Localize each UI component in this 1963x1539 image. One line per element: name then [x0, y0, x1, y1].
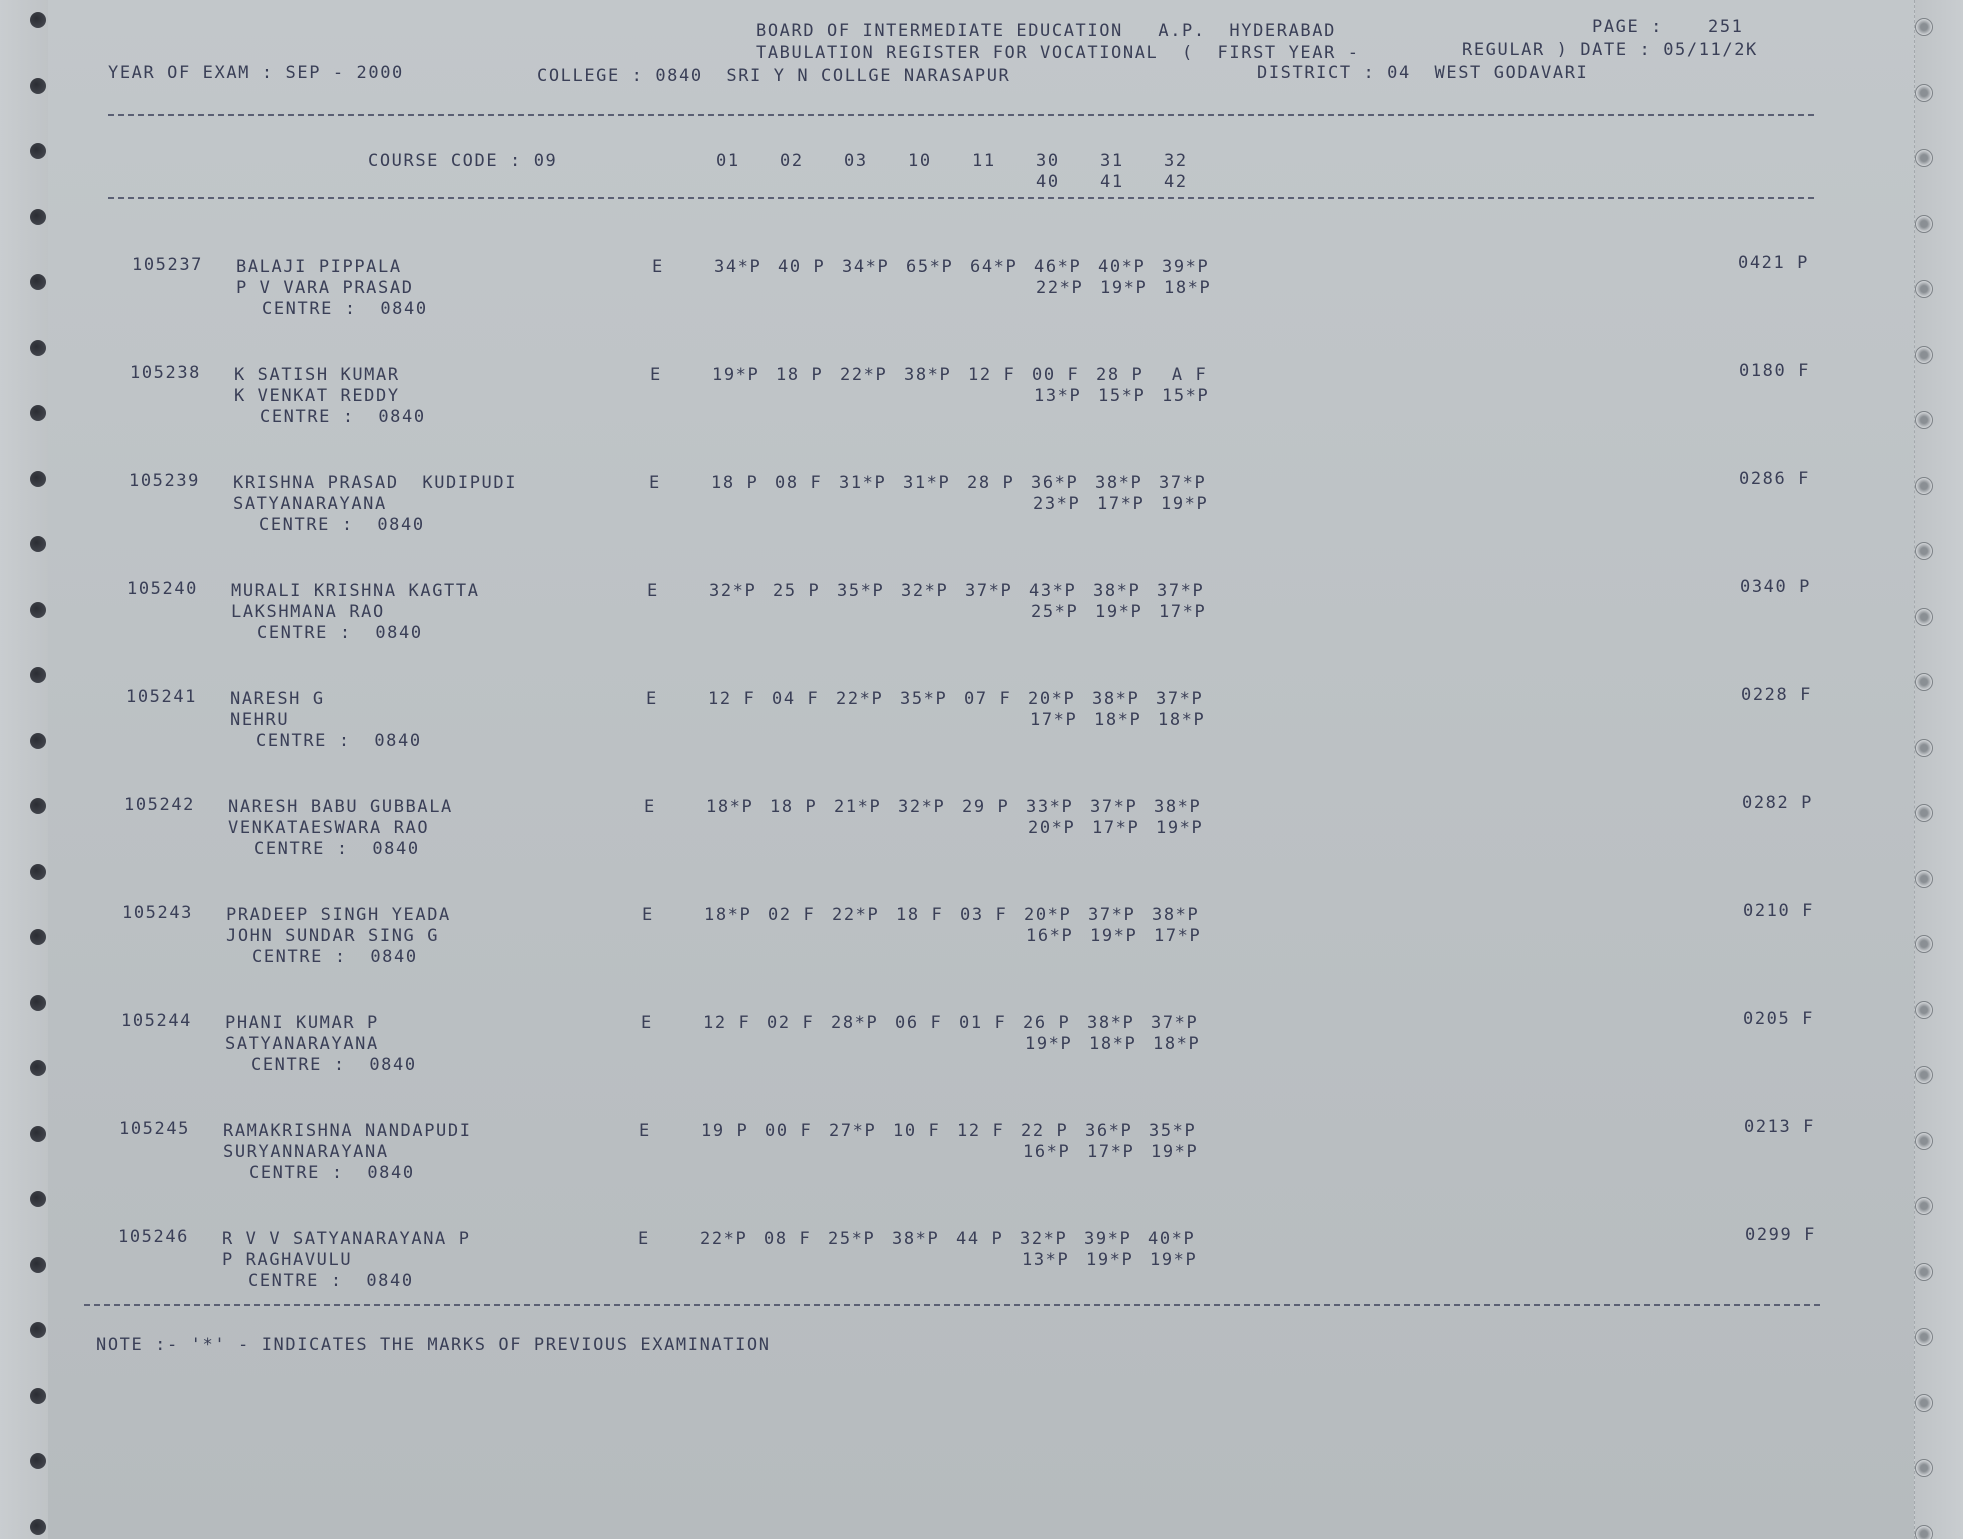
mark-cell: 37*P: [1090, 797, 1138, 817]
mark-cell: 37*P: [1088, 905, 1136, 925]
mark-cell: 12 F: [703, 1013, 751, 1033]
mark-cell: 19*P: [1095, 602, 1143, 622]
column-code: 30: [1036, 151, 1060, 171]
tractor-hole: [30, 1388, 46, 1404]
mark-cell: 38*P: [1093, 581, 1141, 601]
marks-row-1: [701, 1121, 1213, 1141]
mark-cell: 22*P: [840, 365, 888, 385]
mark-cell: 21*P: [834, 797, 882, 817]
father-name: P RAGHAVULU: [222, 1250, 353, 1270]
tractor-hole: [1915, 739, 1933, 757]
tractor-hole: [1915, 1197, 1933, 1215]
medium-code: E: [642, 905, 654, 925]
column-code: 02: [780, 151, 804, 171]
year-of-exam: YEAR OF EXAM : SEP - 2000: [108, 63, 404, 83]
mark-cell: 19*P: [712, 365, 760, 385]
mark-cell: 35*P: [837, 581, 885, 601]
marks-row-2: [1028, 818, 1220, 838]
column-code: 42: [1164, 172, 1188, 192]
tractor-hole: [30, 995, 46, 1011]
tractor-hole: [30, 733, 46, 749]
marks-row-1: [703, 1013, 1215, 1033]
marks-row-2: [1031, 602, 1223, 622]
mark-cell: 25*P: [1031, 602, 1079, 622]
marks-row-2: [1034, 386, 1226, 406]
mark-cell: 44 P: [956, 1229, 1004, 1249]
page-number: 251: [1708, 17, 1744, 37]
mark-cell: 19*P: [1025, 1034, 1073, 1054]
mark-cell: 18 P: [776, 365, 824, 385]
marks-row-1: [700, 1229, 1212, 1249]
column-codes-row2: [1036, 172, 1228, 192]
centre-label: CENTRE : 0840: [248, 1271, 414, 1291]
student-name: MURALI KRISHNA KAGTTA: [231, 581, 480, 601]
tractor-hole: [1915, 935, 1933, 953]
column-code: 03: [844, 151, 868, 171]
mark-cell: 39*P: [1084, 1229, 1132, 1249]
column-code: 31: [1100, 151, 1124, 171]
tractor-hole: [1915, 18, 1933, 36]
column-code: 01: [716, 151, 740, 171]
total-result: 0205 F: [1743, 1009, 1815, 1029]
mark-cell: 18*P: [1164, 278, 1212, 298]
mark-cell: 64*P: [970, 257, 1018, 277]
tractor-hole: [30, 209, 46, 225]
student-name: PRADEEP SINGH YEADA: [226, 905, 451, 925]
mark-cell: 19*P: [1090, 926, 1138, 946]
tractor-hole: [30, 78, 46, 94]
mark-cell: 40*P: [1148, 1229, 1196, 1249]
student-name: RAMAKRISHNA NANDAPUDI: [223, 1121, 472, 1141]
mark-cell: 31*P: [839, 473, 887, 493]
marks-row-1: [709, 581, 1221, 601]
mark-cell: 13*P: [1022, 1250, 1070, 1270]
register-title: TABULATION REGISTER FOR VOCATIONAL ( FIRST YEAR -: [756, 43, 1360, 63]
father-name: JOHN SUNDAR SING G: [226, 926, 440, 946]
mark-cell: 16*P: [1026, 926, 1074, 946]
centre-label: CENTRE : 0840: [254, 839, 420, 859]
tractor-hole: [30, 1257, 46, 1273]
total-result: 0286 F: [1739, 469, 1811, 489]
mark-cell: 28 P: [1096, 365, 1144, 385]
exam-type-date: REGULAR ) DATE : 05/11/2K: [1462, 40, 1758, 60]
father-name: NEHRU: [230, 710, 290, 730]
father-name: P V VARA PRASAD: [236, 278, 414, 298]
student-name: NARESH BABU GUBBALA: [228, 797, 453, 817]
column-divider: [108, 197, 1814, 199]
mark-cell: 17*P: [1087, 1142, 1135, 1162]
mark-cell: 35*P: [1149, 1121, 1197, 1141]
mark-cell: 18*P: [706, 797, 754, 817]
mark-cell: 27*P: [829, 1121, 877, 1141]
mark-cell: 19*P: [1100, 278, 1148, 298]
tractor-hole: [1915, 1394, 1933, 1412]
mark-cell: 06 F: [895, 1013, 943, 1033]
mark-cell: 15*P: [1098, 386, 1146, 406]
marks-row-1: [706, 797, 1218, 817]
mark-cell: 28*P: [831, 1013, 879, 1033]
mark-cell: 17*P: [1154, 926, 1202, 946]
marks-row-1: [712, 365, 1224, 385]
mark-cell: 29 P: [962, 797, 1010, 817]
tractor-hole: [1915, 804, 1933, 822]
mark-cell: 26 P: [1023, 1013, 1071, 1033]
mark-cell: 17*P: [1030, 710, 1078, 730]
roll-number: 105245: [119, 1119, 191, 1139]
mark-cell: 22*P: [832, 905, 880, 925]
centre-label: CENTRE : 0840: [252, 947, 418, 967]
mark-cell: 12 F: [957, 1121, 1005, 1141]
tractor-hole: [1915, 673, 1933, 691]
column-code: 10: [908, 151, 932, 171]
father-name: SATYANARAYANA: [233, 494, 387, 514]
marks-row-1: [711, 473, 1223, 493]
centre-label: CENTRE : 0840: [251, 1055, 417, 1075]
mark-cell: 32*P: [901, 581, 949, 601]
column-code: 11: [972, 151, 996, 171]
mark-cell: 28 P: [967, 473, 1015, 493]
mark-cell: 12 F: [968, 365, 1016, 385]
tractor-hole: [30, 1322, 46, 1338]
mark-cell: 18*P: [1094, 710, 1142, 730]
total-result: 0299 F: [1745, 1225, 1817, 1245]
roll-number: 105237: [132, 255, 204, 275]
roll-number: 105242: [124, 795, 196, 815]
total-result: 0340 P: [1740, 577, 1812, 597]
mark-cell: 38*P: [1152, 905, 1200, 925]
mark-cell: 37*P: [1159, 473, 1207, 493]
mark-cell: 35*P: [900, 689, 948, 709]
mark-cell: 00 F: [765, 1121, 813, 1141]
mark-cell: 20*P: [1024, 905, 1072, 925]
centre-label: CENTRE : 0840: [262, 299, 428, 319]
mark-cell: 39*P: [1162, 257, 1210, 277]
mark-cell: 37*P: [965, 581, 1013, 601]
mark-cell: 32*P: [898, 797, 946, 817]
mark-cell: 17*P: [1159, 602, 1207, 622]
tractor-hole: [30, 12, 46, 28]
tractor-hole: [1915, 280, 1933, 298]
header-divider: [108, 114, 1814, 116]
roll-number: 105246: [118, 1227, 190, 1247]
mark-cell: 46*P: [1034, 257, 1082, 277]
mark-cell: 65*P: [906, 257, 954, 277]
marks-row-2: [1026, 926, 1218, 946]
medium-code: E: [649, 473, 661, 493]
tractor-hole: [30, 1519, 46, 1535]
tractor-hole: [30, 864, 46, 880]
mark-cell: 19*P: [1150, 1250, 1198, 1270]
mark-cell: 36*P: [1085, 1121, 1133, 1141]
father-name: K VENKAT REDDY: [234, 386, 400, 406]
mark-cell: 43*P: [1029, 581, 1077, 601]
mark-cell: 19 P: [701, 1121, 749, 1141]
mark-cell: 37*P: [1151, 1013, 1199, 1033]
tractor-hole: [30, 405, 46, 421]
father-name: LAKSHMANA RAO: [231, 602, 385, 622]
district-info: DISTRICT : 04 WEST GODAVARI: [1257, 63, 1589, 83]
tractor-hole: [1915, 1263, 1933, 1281]
roll-number: 105244: [121, 1011, 193, 1031]
marks-row-1: [704, 905, 1216, 925]
tractor-hole: [1915, 608, 1933, 626]
tractor-hole: [30, 798, 46, 814]
roll-number: 105243: [122, 903, 194, 923]
student-name: PHANI KUMAR P: [225, 1013, 379, 1033]
tractor-hole: [1915, 1328, 1933, 1346]
mark-cell: 18*P: [1158, 710, 1206, 730]
page-label: PAGE :: [1592, 17, 1664, 37]
mark-cell: 08 F: [764, 1229, 812, 1249]
medium-code: E: [644, 797, 656, 817]
student-name: NARESH G: [230, 689, 325, 709]
roll-number: 105241: [126, 687, 198, 707]
tractor-hole: [1915, 1066, 1933, 1084]
roll-number: 105239: [129, 471, 201, 491]
marks-row-2: [1033, 494, 1225, 514]
student-name: R V V SATYANARAYANA P: [222, 1229, 471, 1249]
tractor-hole: [1915, 1001, 1933, 1019]
mark-cell: 38*P: [1154, 797, 1202, 817]
mark-cell: 04 F: [772, 689, 820, 709]
tractor-hole: [1915, 84, 1933, 102]
mark-cell: 18 P: [711, 473, 759, 493]
medium-code: E: [647, 581, 659, 601]
total-result: 0228 F: [1741, 685, 1813, 705]
mark-cell: 22*P: [1036, 278, 1084, 298]
mark-cell: 37*P: [1156, 689, 1204, 709]
mark-cell: 18*P: [1089, 1034, 1137, 1054]
father-name: SATYANARAYANA: [225, 1034, 379, 1054]
board-title: BOARD OF INTERMEDIATE EDUCATION A.P. HYDERABAD: [756, 21, 1336, 41]
column-codes-row1: [716, 151, 1228, 171]
mark-cell: 20*P: [1028, 689, 1076, 709]
total-result: 0180 F: [1739, 361, 1811, 381]
mark-cell: 34*P: [714, 257, 762, 277]
mark-cell: 19*P: [1086, 1250, 1134, 1270]
mark-cell: 36*P: [1031, 473, 1079, 493]
mark-cell: 22 P: [1021, 1121, 1069, 1141]
tractor-hole: [30, 929, 46, 945]
mark-cell: 19*P: [1161, 494, 1209, 514]
father-name: SURYANNARAYANA: [223, 1142, 389, 1162]
mark-cell: 17*P: [1092, 818, 1140, 838]
mark-cell: 08 F: [775, 473, 823, 493]
mark-cell: 37*P: [1157, 581, 1205, 601]
tractor-hole: [30, 602, 46, 618]
mark-cell: 32*P: [709, 581, 757, 601]
mark-cell: 38*P: [892, 1229, 940, 1249]
tractor-hole: [1915, 870, 1933, 888]
mark-cell: 19*P: [1151, 1142, 1199, 1162]
marks-row-2: [1022, 1250, 1214, 1270]
mark-cell: 22*P: [836, 689, 884, 709]
footer-divider: [84, 1304, 1820, 1306]
tractor-hole: [30, 667, 46, 683]
marks-row-2: [1036, 278, 1228, 298]
mark-cell: 23*P: [1033, 494, 1081, 514]
medium-code: E: [639, 1121, 651, 1141]
mark-cell: 18*P: [1153, 1034, 1201, 1054]
tractor-hole: [30, 1126, 46, 1142]
roll-number: 105238: [130, 363, 202, 383]
tractor-hole: [1915, 477, 1933, 495]
total-result: 0213 F: [1744, 1117, 1816, 1137]
tractor-hole: [30, 143, 46, 159]
centre-label: CENTRE : 0840: [249, 1163, 415, 1183]
student-name: KRISHNA PRASAD KUDIPUDI: [233, 473, 518, 493]
tractor-hole: [30, 1453, 46, 1469]
marks-row-2: [1023, 1142, 1215, 1162]
centre-label: CENTRE : 0840: [257, 623, 423, 643]
mark-cell: 01 F: [959, 1013, 1007, 1033]
college-info: COLLEGE : 0840 SRI Y N COLLGE NARASAPUR: [537, 66, 1011, 86]
tractor-hole: [30, 1191, 46, 1207]
tractor-hole: [30, 1060, 46, 1076]
roll-number: 105240: [127, 579, 199, 599]
mark-cell: 13*P: [1034, 386, 1082, 406]
mark-cell: 17*P: [1097, 494, 1145, 514]
tractor-hole: [1915, 542, 1933, 560]
mark-cell: 38*P: [904, 365, 952, 385]
mark-cell: 40 P: [778, 257, 826, 277]
tractor-hole: [30, 536, 46, 552]
mark-cell: 16*P: [1023, 1142, 1071, 1162]
course-code: COURSE CODE : 09: [368, 151, 558, 171]
total-result: 0282 P: [1742, 793, 1814, 813]
tractor-hole: [1915, 215, 1933, 233]
centre-label: CENTRE : 0840: [256, 731, 422, 751]
mark-cell: 38*P: [1087, 1013, 1135, 1033]
mark-cell: 40*P: [1098, 257, 1146, 277]
mark-cell: 33*P: [1026, 797, 1074, 817]
mark-cell: 18*P: [704, 905, 752, 925]
mark-cell: 25*P: [828, 1229, 876, 1249]
mark-cell: 38*P: [1092, 689, 1140, 709]
mark-cell: A F: [1160, 365, 1208, 385]
student-name: K SATISH KUMAR: [234, 365, 400, 385]
footnote: NOTE :- '*' - INDICATES THE MARKS OF PREVIOUS EXAMINATION: [96, 1335, 771, 1355]
mark-cell: 31*P: [903, 473, 951, 493]
tractor-hole: [30, 471, 46, 487]
medium-code: E: [638, 1229, 650, 1249]
tractor-hole: [1915, 1525, 1933, 1539]
marks-row-2: [1025, 1034, 1217, 1054]
mark-cell: 12 F: [708, 689, 756, 709]
mark-cell: 02 F: [767, 1013, 815, 1033]
mark-cell: 22*P: [700, 1229, 748, 1249]
medium-code: E: [646, 689, 658, 709]
marks-row-1: [708, 689, 1220, 709]
mark-cell: 38*P: [1095, 473, 1143, 493]
mark-cell: 18 F: [896, 905, 944, 925]
tractor-hole: [1915, 346, 1933, 364]
medium-code: E: [650, 365, 662, 385]
student-name: BALAJI PIPPALA: [236, 257, 402, 277]
mark-cell: 00 F: [1032, 365, 1080, 385]
mark-cell: 15*P: [1162, 386, 1210, 406]
tractor-hole: [30, 340, 46, 356]
mark-cell: 19*P: [1156, 818, 1204, 838]
tractor-hole: [1915, 149, 1933, 167]
mark-cell: 10 F: [893, 1121, 941, 1141]
marks-row-2: [1030, 710, 1222, 730]
mark-cell: 07 F: [964, 689, 1012, 709]
column-code: 40: [1036, 172, 1060, 192]
marks-row-1: [714, 257, 1226, 277]
mark-cell: 25 P: [773, 581, 821, 601]
father-name: VENKATAESWARA RAO: [228, 818, 430, 838]
total-result: 0210 F: [1743, 901, 1815, 921]
column-code: 32: [1164, 151, 1188, 171]
tractor-hole: [1915, 1132, 1933, 1150]
left-tractor-strip: [0, 0, 48, 1539]
mark-cell: 20*P: [1028, 818, 1076, 838]
total-result: 0421 P: [1738, 253, 1810, 273]
tractor-hole: [1915, 1459, 1933, 1477]
mark-cell: 03 F: [960, 905, 1008, 925]
tractor-hole: [30, 274, 46, 290]
mark-cell: 02 F: [768, 905, 816, 925]
centre-label: CENTRE : 0840: [260, 407, 426, 427]
medium-code: E: [652, 257, 664, 277]
mark-cell: 18 P: [770, 797, 818, 817]
column-code: 41: [1100, 172, 1124, 192]
tractor-hole: [1915, 411, 1933, 429]
mark-cell: 32*P: [1020, 1229, 1068, 1249]
medium-code: E: [641, 1013, 653, 1033]
mark-cell: 34*P: [842, 257, 890, 277]
centre-label: CENTRE : 0840: [259, 515, 425, 535]
